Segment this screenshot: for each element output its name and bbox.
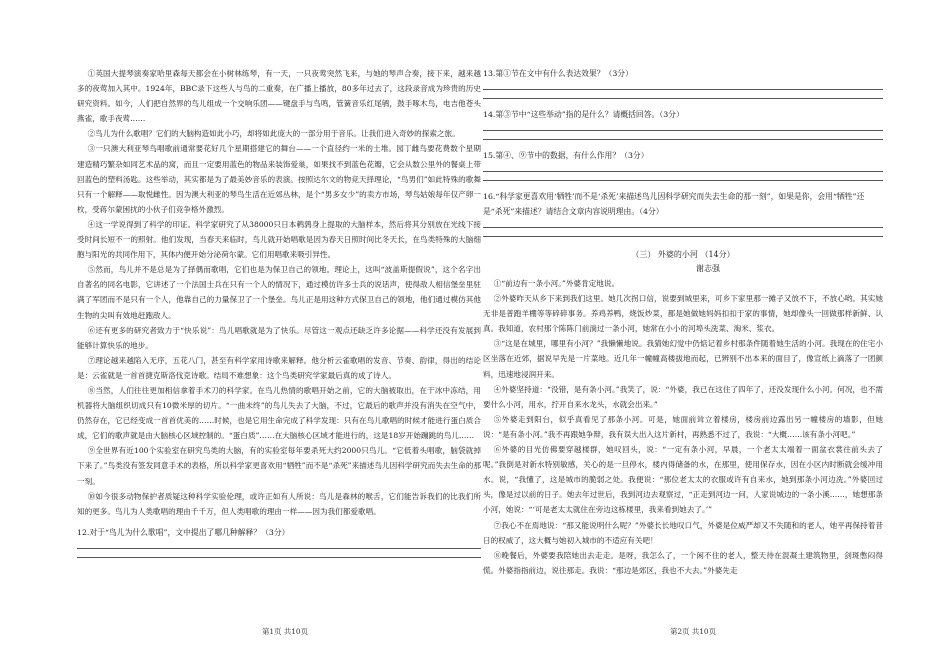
question-12: 12.对于“鸟儿为什么歌唱”，文中提出了哪几种解释？（3分） bbox=[77, 527, 290, 537]
answer-line[interactable] bbox=[77, 548, 481, 549]
paragraph: ②鸟儿为什么歌唱？它们的大脑构造如此小巧，却将如此庞大的一部分用于音乐。让我们进入奇妙的探索之旅。 bbox=[87, 129, 460, 139]
paragraph: ⑦理论越来越陷入无序，五花八门，甚至有科学家用诗歌来解释。他分析云雀歌唱的发音、节奏、韵律，得出的结论是：云雀就是一首首捷克斯洛伐克诗歌。结局不难想象：这个鸟类研究学家最后真的成了诗人。 bbox=[77, 355, 481, 380]
paragraph: ②外婆昨天从乡下来到我们这里。她几次拐口信，说要到城里来，可乡下家里那一摊子又放不下，不放心哟。其实她无非是普跑羊棚等等碎碎事务。养鸡养鸭，烧饭炒菜，都是她做她妈妈扣扣于家的事情，她却像头一回做那样新鲜、认真。我知道，农村那个陈陈门前淌过一条小河，她常在小小的河埠头洗菜、淘米、浆衣。 bbox=[483, 294, 883, 334]
question-16: 16.“科学家更喜欢用‘牺牲’而不是‘杀死’来描述鸟儿因科学研究而失去生命的那一刻”，如果是你，会用“牺牲”还是“杀死”来描述？请结合文章内容说明理由。（4分） bbox=[483, 192, 865, 216]
left-page bbox=[77, 66, 481, 558]
page-footer: 第1页 共10页 bbox=[262, 627, 309, 636]
right-page bbox=[483, 66, 883, 578]
paragraph: ⑥外婆的目光仿佛要穿越楼群，她叹回头，说：“一定有条小河，早晨，一个老太太端着一面盆衣裳往前头去了呢。”我倒是对新水特别敏感，关心的是一旦停水，楼内得储备的水，在那里，使用保存水，因在小区内时断就会缓冲用水。说，“我懂了，这是城市的脆弱之处。我便说：“那位老太太的衣服或许有自来水，她到那条小河边洗。”外婆回过头，像是过以前的日子。她去年过世后，我到河边去观察过，“正走到河边一问，人家说城边的一条小溪……，她想那条小河，她说：“‘可是老太太就住在旁边这栋楼里，我来看到她去了。’” bbox=[483, 445, 883, 515]
paragraph: ⑧当然，人们往往更加相信拿着手术刀的科学家。在鸟儿热情的歌唱开始之前，它的大脑被取出，在干冰中冻结，用机器将大脑组织切成只有10微米厚的切片。“一曲未终”的鸟儿失去了大脑，不过，它最后的歌声并没有消失在空气中，仍然存在，它已经变成一首首优美的……时候，也是它用生命完成了科学发现：只有在鸟儿歌唱的时候才能进行蛋白质合成，它们的歌声就是由大脑核心区域控制的。“蛋白质”……在大脑核心区域才能进行的，这是18岁开始蹦跳的鸟儿…… bbox=[77, 385, 481, 441]
answer-line[interactable] bbox=[483, 130, 883, 131]
answer-line[interactable] bbox=[483, 180, 883, 181]
paragraph: ③一只澳大利亚琴鸟唱歌前通常要花好几个星期搭建它的舞台——一个直径约一米的土堆。园丁雌鸟要花费数个星期建造精巧繁杂如同艺术品的窝，而且一定要用蓝色的物品来装饰爱巢，如果找不到蓝色花瓣，它会从数公里外的餐桌上带回蓝色的塑料汤匙。这些举动，其实都是为了最美妙音乐的表演。按照达尔文的物竞天择理论，“鸟男们”如此特殊的歌舞只有一个解释——取悦雌性。因为澳大利亚的琴鸟生活在近郊丛林，是个“男多女少”的卖方市场，琴鸟姑娘每年仅产卵一枚，受蒋尔蒙困扰的小伙子们竞争格外激烈。 bbox=[77, 144, 481, 214]
author: 谢志强 bbox=[696, 264, 720, 273]
answer-line[interactable] bbox=[483, 171, 883, 172]
answer-line[interactable] bbox=[77, 557, 481, 558]
paragraph: ⑤然而，鸟儿并不是总是为了择偶而歌唱，它们也是为保卫自己的领地。理论上，这叫“波盖斯提假说”，这个名字出自著名的同名电影，它讲述了一个法国士兵在只有一个人的情况下，通过模仿许多士兵的说话声，使得敌人相信堡垒里驻满了军团而不是只有一个人，他靠自己的力量保卫了一个堡垒。鸟儿正是用这种方式保卫自己的领地，他们通过模仿其他生物的尖叫有效地赶跑敌人。 bbox=[77, 265, 481, 320]
paragraph: ⑥还有更多的研究者致力于“快乐说”：鸟儿唱歌就是为了快乐。尽管这一观点还缺乏许多论据——科学还没有发展到能够计算快乐的地步。 bbox=[77, 325, 481, 350]
paragraph: ④这一学说得到了科学的印证。科学家研究了从38000只日本鹌鹑身上提取的大脑样本，然后将其分别放在光线下接受时间长短不一的照射。他们发现，当春天来临时，鸟儿就开始唱歌是因为春天日照时间比冬天长，在鸟类特殊的大脑细胞与阳光的共同作用下，其体内便开始分泌荷尔蒙。它们用唱歌来吸引异性。 bbox=[77, 219, 481, 260]
paragraph: ①英国大提琴演奏家哈里森每天都会在小树林练琴，有一天，一只夜莺突然飞来，与她的琴声合奏，接下来，越来越多的夜莺加入其中。1924年，BBC录下这些人与鸟的二重奏，在广播上播放，80多年过去了，这段录音成为珍贵的历史研究资料。如今，人们把自然界的鸟儿组成一个交响乐团——键盘手与鸟鸣，管簧音乐红尾鸲，鼓手啄木鸟，电吉他苍头燕雀，歌手夜莺…… bbox=[77, 69, 481, 124]
answer-line[interactable] bbox=[483, 227, 883, 228]
paragraph: ⑦我心不在焉地说：“那又能说明什么呢？”外婆长长地叹口气，外婆是位威严却又不失随和的老人，她平再保持着昔日的权威了，这大概与她初入城市的不适应有关吧！ bbox=[483, 520, 883, 545]
paragraph: ④外婆坚持道：“没错，是有条小河。”我笑了，说：“外婆，我已在这住了四年了，还没发现什么小河。何况，也不需要什么小河，用水，拧开自来水龙头，水就会出来。” bbox=[483, 384, 883, 409]
answer-line[interactable] bbox=[483, 236, 883, 237]
answer-line[interactable] bbox=[483, 139, 883, 140]
paragraph: ①“前边有一条小河。”外婆肯定地说。 bbox=[493, 279, 620, 288]
paragraph: ⑤外婆走到阳台，似乎真看见了那条小河。可是，她面前耸立着楼房，楼房前边露出另一幢楼房的墙影，但她说：“是有条小河。”我不再跟她争辩，我有误大出入这片新村，再熟悉不过了，我说：“大概……该有条小河吧。” bbox=[483, 414, 883, 439]
question-13: 13.第①节在文中有什么表达效果？（3分） bbox=[483, 69, 633, 78]
paragraph: ⑩如今很多动物保护者质疑这种科学实验伦理，或许正如有人所说：鸟儿是森林的喉舌，它们能告诉我们的比我们所知的更多。鸟儿为人类歌唱的理由千千万，但人类唱歌的理由一样——因为我们都爱歌唱。 bbox=[77, 491, 481, 516]
paragraph: ③“这是在城里，哪里有小河？”我懒懒地说。我猜她幻觉中仍惦记着乡村那条件随着她生活的小河。我现在的住宅小区坐落在近郊，据说早先是一片菜地。近几年一幢幢高楼拔地而起，已辨别不出本来的面目了，像宣纸上滴落了一团颜料，迅速地浸润开来。 bbox=[483, 339, 883, 379]
paragraph: ⑨全世界有近100个实验室在研究鸟类的大脑，有的实验室每年要杀死大约2000只鸟儿。“它低着头唱歌，脑袋就掉下来了。”鸟类没有签发同意手术的表格，所以科学家更喜欢用“牺牲”而不是“杀死”来描述鸟儿因科学研究而失去生命的那一刻。 bbox=[77, 446, 481, 486]
question-14: 14.第③节中“这些举动”指的是什么？请概括回答。（3分） bbox=[483, 110, 684, 119]
answer-line[interactable] bbox=[483, 98, 883, 99]
section-title: （三） 外婆的小河 （14分） bbox=[631, 250, 735, 259]
answer-line[interactable] bbox=[483, 89, 883, 90]
question-15: 15.第④、⑨节中的数据，有什么作用？（3分） bbox=[483, 151, 649, 160]
page-footer: 第2页 共10页 bbox=[670, 627, 717, 636]
paragraph: ⑧晚餐后，外婆要我陪她出去走走。是呀，我怎么了，一个闲不住的老人，整天待在混凝土建筑物里，剑斑憋闷得慌。外婆指指前边，说往那走。我说：“那边是郊区，我也不大去。”外婆先走 bbox=[483, 550, 883, 575]
